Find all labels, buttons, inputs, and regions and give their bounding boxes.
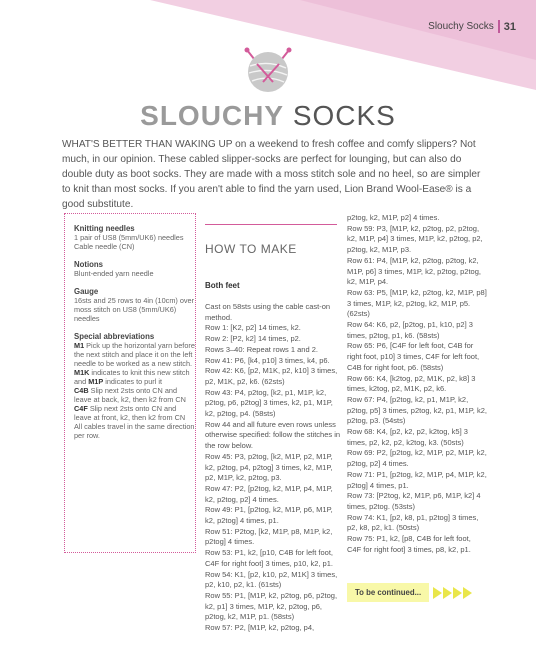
instructions-text-1: Cast on 58sts using the cable cast-on method. Row 1: [K2, p2] 14 times, k2. Row 2: [P2, k2] 14 times, p2. Rows 3–40: Repeat rows 1 and 2. Row 41: P6, [k4, p10] 3 times, k4, p6. Row 42: K6, [p2, M1K, p2, k10] 3 times, p2, M1K, p2, k6. (62sts) Row 43: P4, p2tog, [k2, p1, M1P, k2, p2tog, p6, p2tog] 3 times, k2, p1, M1P, k2, p2tog, p4. (58sts) Row 44 and all future even rows unless otherwise specified: follow the stitches in the row below. Row 45: P3, p2tog, [k2, M1P, p2, M1P, k2, p2tog, p4, p2tog] 3 times, k2, M1P, p2, M1P, k2, p2tog, p3. Row 47: P2, [p2tog, k2, M1P, p4, M1P, k2, p2tog, p2] 4 times. Row 49: P1, [p2tog, k2, M1P, p6, M1P, k2, p2tog] 4 times, p1. Row 51: P2tog, [k2, M1P, p8, M1P, k2, p2tog] 4 times. Row 53: P1, k2, [p10, C4B for left foot, C4F for right foot] 3 times, p10, k2, p1. Row 54: K1, [p2, k10, p2, M1K] 3 times, p2, k10, p2, k1. (61sts) Row 55: P1, [M1P, k2, p2tog, p6, p2tog, k2, p1] 3 times, M1P, k2, p2tog, p6, p2tog, k2, M1P, p1. (58sts) Row 57: P2, [M1P, k2, p2tog, p4,	[205, 302, 341, 633]
gauge-heading: Gauge	[74, 287, 99, 296]
cable-note: All cables travel in the same direction per row.	[74, 422, 195, 440]
abbreviation-m1	[74, 341, 195, 368]
instructions-column-1	[205, 213, 343, 645]
title-light: SOCKS	[292, 100, 396, 131]
both-feet-subheading: Both feet	[205, 280, 240, 290]
materials-sidebar	[64, 213, 196, 553]
abbreviation-desc: indicates to knit this new stitch and	[74, 368, 190, 386]
abbreviation-term: M1	[74, 341, 85, 350]
arrow-right-icon	[433, 587, 472, 599]
header-divider	[498, 20, 500, 33]
abbreviation-desc: Slip next 2sts onto CN and leave at back, k2, then k2 from CN	[74, 386, 186, 404]
page-number: 31	[503, 20, 516, 33]
abbreviation-term: C4F	[74, 404, 88, 413]
continued-label: To be continued...	[347, 583, 429, 602]
title-bold: SLOUCHY	[140, 100, 285, 131]
abbreviations-heading: Special abbreviations	[74, 332, 155, 341]
gauge-text: 16sts and 25 rows to 4in (10cm) over moss stitch on US8 (5mm/UK6) needles	[74, 296, 195, 323]
abbreviation-c4b	[74, 386, 195, 404]
how-to-make-heading: HOW TO MAKE	[205, 241, 297, 256]
yarn-ball-icon	[237, 42, 299, 98]
notions-text: Blunt-ended yarn needle	[74, 269, 154, 278]
abbreviation-desc: indicates to purl it	[103, 377, 163, 386]
instructions-column-2: p2tog, k2, M1P, p2] 4 times. Row 59: P3, [M1P, k2, p2tog, p2, p2tog, k2, M1P, p4] 3 times, M1P, k2, p2tog, p2, p2tog, k2, M1P, p3. Row 61: P4, [M1P, k2, p2tog, p2tog, k2, M1P, p6] 3 times, M1P, k2, p2tog, p2tog, k2, M1P, p4. Row 63: P5, [M1P, k2, p2tog, k2, M1P, p8] 3 times, M1P, k2, p2tog, k2, M1P, p5. (62sts) Row 64: K6, p2, [p2tog, p1, k10, p2] 3 times, p2tog, p1, k6. (58sts) Row 65: P6, [C4F for left foot, C4B for right foot, p10] 3 times, C4F for left foot, C4B for right foot, p6. (58sts) Row 66: K4, [k2tog, p2, M1K, p2, k8] 3 times, k2tog, p2, M1K, p2, k6. Row 67: P4, [p2tog, k2, p1, M1P, k2, p2tog, p5] 3 times, p2tog, k2, p1, M1P, k2, p2tog, p3. (54sts) Row 68: K4, [p2, k2, p2, k2tog, k5] 3 times, p2, k2, p2, k2tog, k3. (50sts) Row 69: P2, [p2tog, k2, M1P, p2, M1P, k2, p2tog, p2] 4 times. Row 71: P1, [p2tog, k2, M1P, p4, M1P, k2, p2tog] 4 times, p1. Row 73: [P2tog, k2, M1P, p6, M1P, k2] 4 times, p2tog. (53sts) Row 74: K1, [p2, k8, p1, p2tog] 3 times, p2, k8, p2, k1. (50sts) Row 75: P1, k2, [p8, C4B for left foot, C4F for right foot] 3 times, p8, k2, p1.	[347, 213, 487, 554]
to-be-continued	[347, 583, 472, 602]
abbreviation-term: M1P	[88, 377, 104, 386]
abbreviation-desc: Slip next 2sts onto CN and leave at front, k2, then k2 from CN	[74, 404, 186, 422]
abbreviation-term: C4B	[74, 386, 89, 395]
page-header	[428, 20, 516, 33]
abbreviation-c4f	[74, 404, 195, 422]
section-title: Slouchy Socks	[428, 21, 494, 32]
abbreviation-desc: Pick up the horizontal yarn before the next stitch and place it on the left needle to be worked as a new stitch.	[74, 341, 195, 368]
section-rule	[205, 224, 337, 226]
needles-text: 1 pair of US8 (5mm/UK6) needles Cable needle (CN)	[74, 233, 184, 251]
abbreviation-m1k	[74, 368, 195, 386]
needles-heading: Knitting needles	[74, 224, 135, 233]
notions-heading: Notions	[74, 260, 104, 269]
page-title	[0, 100, 536, 132]
intro-paragraph: WHAT'S BETTER THAN WAKING UP on a weekend to fresh coffee and comfy slippers? Not much, in our opinion. These cabled slipper-socks are perfect for lounging, but can also do double duty as boot socks. They are made with a moss stitch sole and no heel, so are simpler to knit than most socks. If you aren't able to find the yarn used, Lion Brand Wool-Ease® is a good substitute.	[62, 139, 481, 210]
abbreviation-term: M1K	[74, 368, 90, 377]
